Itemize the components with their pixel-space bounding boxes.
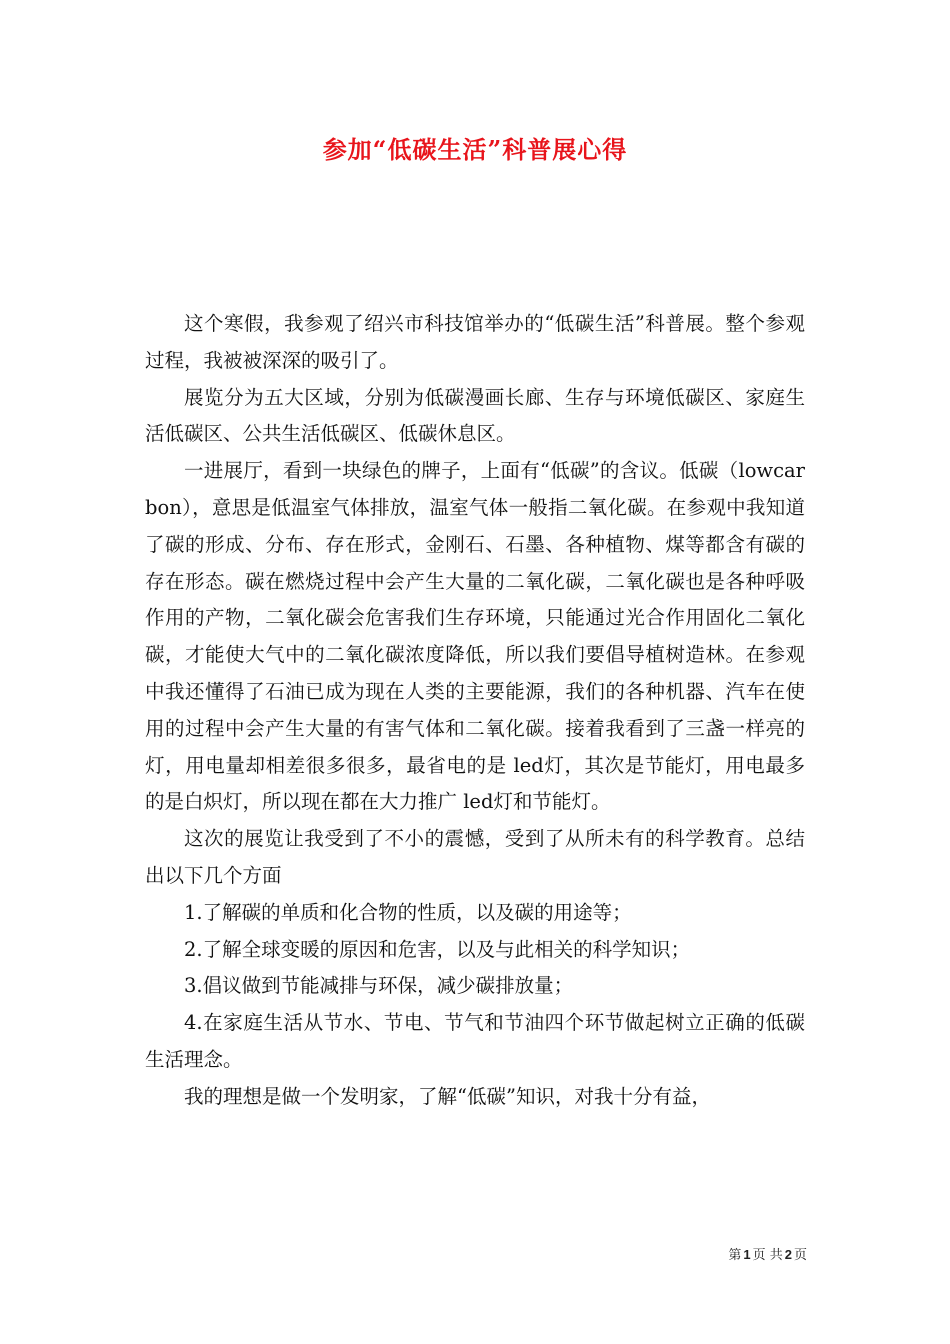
footer-middle: 页 共 bbox=[752, 1248, 783, 1263]
document-body bbox=[145, 306, 805, 1116]
current-page-number: 1 bbox=[743, 1247, 751, 1262]
paragraph-1: 这个寒假，我参观了绍兴市科技馆举办的“低碳生活”科普展。整个参观过程，我被被深深的吸引了。 bbox=[145, 312, 805, 372]
list-item-1: 1.了解碳的单质和化合物的性质，以及碳的用途等； bbox=[184, 900, 632, 924]
footer-prefix: 第 bbox=[728, 1248, 742, 1263]
list-item-4: 4.在家庭生活从节水、节电、节气和节油四个环节做起树立正确的低碳生活理念。 bbox=[145, 1011, 805, 1071]
footer-suffix: 页 bbox=[793, 1248, 807, 1263]
list-item-2: 2.了解全球变暖的原因和危害，以及与此相关的科学知识； bbox=[184, 937, 691, 961]
list-item-3: 3.倡议做到节能减排与环保，减少碳排放量； bbox=[184, 974, 574, 998]
paragraph-2: 展览分为五大区域，分别为低碳漫画长廊、生存与环境低碳区、家庭生活低碳区、公共生活低碳区、低碳休息区。 bbox=[145, 385, 805, 446]
document-title: 参加“低碳生活”科普展心得 bbox=[322, 135, 628, 164]
paragraph-4: 这次的展览让我受到了不小的震憾，受到了从所未有的科学教育。总结出以下几个方面 bbox=[145, 827, 805, 887]
page-footer bbox=[728, 1246, 807, 1265]
total-pages-number: 2 bbox=[784, 1247, 792, 1262]
paragraph-5: 我的理想是做一个发明家，了解“低碳”知识，对我十分有益， bbox=[184, 1084, 711, 1108]
paragraph-3: 一进展厅，看到一块绿色的牌子，上面有“低碳”的含议。低碳（lowcarbon），意思是低温室气体排放，温室气体一般指二氧化碳。在参观中我知道了碳的形成、分布、存在形式，金刚石、石墨、各种植物、煤等都含有碳的存在形态。碳在燃烧过程中会产生大量的二氧化碳，二氧化碳也是各种呼吸作用的产物，二氧化碳会危害我们生存环境，只能通过光合作用固化二氧化碳，才能使大气中的二氧化碳浓度降低，所以我们要倡导植树造林。在参观中我还懂得了石油已成为现在人类的主要能源，我们的各种机器、汽车在使用的过程中会产生大量的有害气体和二氧化碳。接着我看到了三盏一样亮的灯，用电量却相差很多很多，最省电的是 led灯，其次是节能灯，用电最多的是白炽灯，所以现在都在大力推广 led灯和节能灯。 bbox=[145, 459, 805, 814]
